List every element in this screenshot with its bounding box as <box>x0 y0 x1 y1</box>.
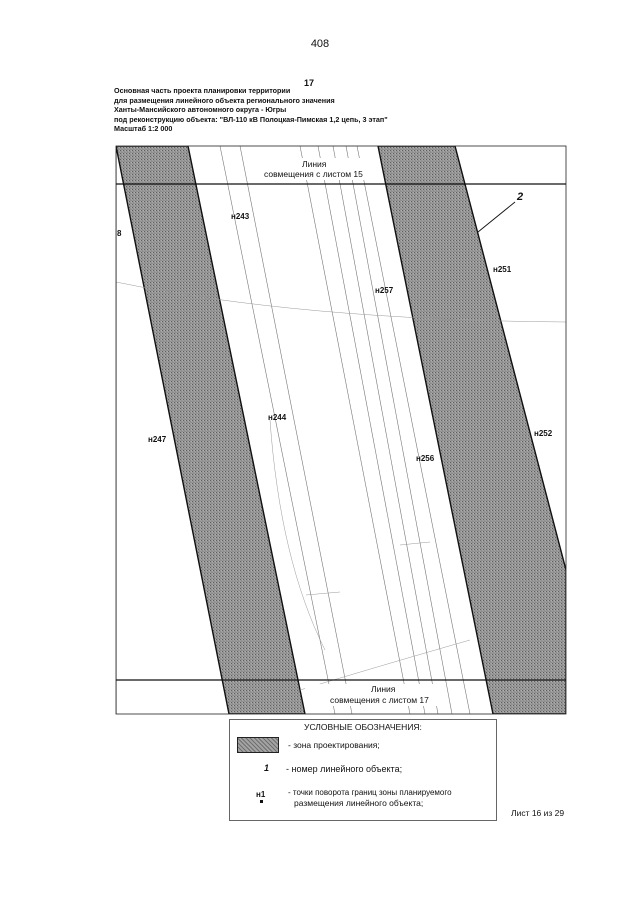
object-number: 2 <box>517 191 524 203</box>
legend-object-symbol: 1 <box>264 763 270 773</box>
point-label-n256: н256 <box>416 454 435 463</box>
point-label-n251: н251 <box>493 265 512 274</box>
legend-point-label-1: - точки поворота границ зоны планируемого <box>288 788 452 797</box>
legend-zone-swatch <box>237 737 279 753</box>
point-label-n243: н243 <box>231 212 250 221</box>
legend-zone-label: - зона проектирования; <box>288 740 380 750</box>
point-label-n244: н244 <box>268 413 287 422</box>
bottom-match-caption-2: совмещения с листом 17 <box>330 695 429 705</box>
sheet-footer: Лист 16 из 29 <box>511 808 565 818</box>
point-label-n252: н252 <box>534 429 553 438</box>
scale-line: Масштаб 1:2 000 <box>114 124 173 133</box>
top-match-caption-1: Линия <box>302 159 327 169</box>
legend-title: УСЛОВНЫЕ ОБОЗНАЧЕНИЯ: <box>304 722 422 732</box>
legend-object-label: - номер линейного объекта; <box>286 764 403 774</box>
header-line-4: под реконструкцию объекта: "ВЛ-110 кВ Полоцкая-Пимская 1,2 цепь, 3 этап" <box>114 114 388 124</box>
header-line-2: для размещения линейного объекта регионального значения <box>114 95 335 105</box>
legend-point-symbol: н1 <box>256 790 266 799</box>
page-number: 408 <box>310 38 330 50</box>
design-zone-left <box>116 146 305 714</box>
point-label-n257: н257 <box>375 286 394 295</box>
sheet-number: 17 <box>304 78 315 88</box>
header-line-1: Основная часть проекта планировки территории <box>114 86 291 95</box>
top-match-caption-2: совмещения с листом 15 <box>264 169 363 179</box>
point-label-n247: н247 <box>148 435 167 444</box>
bottom-match-caption-1: Линия <box>371 684 396 694</box>
left-edge-mark: 8 <box>117 229 122 238</box>
legend-point-label-2: размещения линейного объекта; <box>294 798 424 808</box>
legend-point-dot-icon <box>260 800 263 803</box>
legend <box>229 719 497 821</box>
header-line-3: Ханты-Мансийского автономного округа - Югры <box>114 105 287 114</box>
